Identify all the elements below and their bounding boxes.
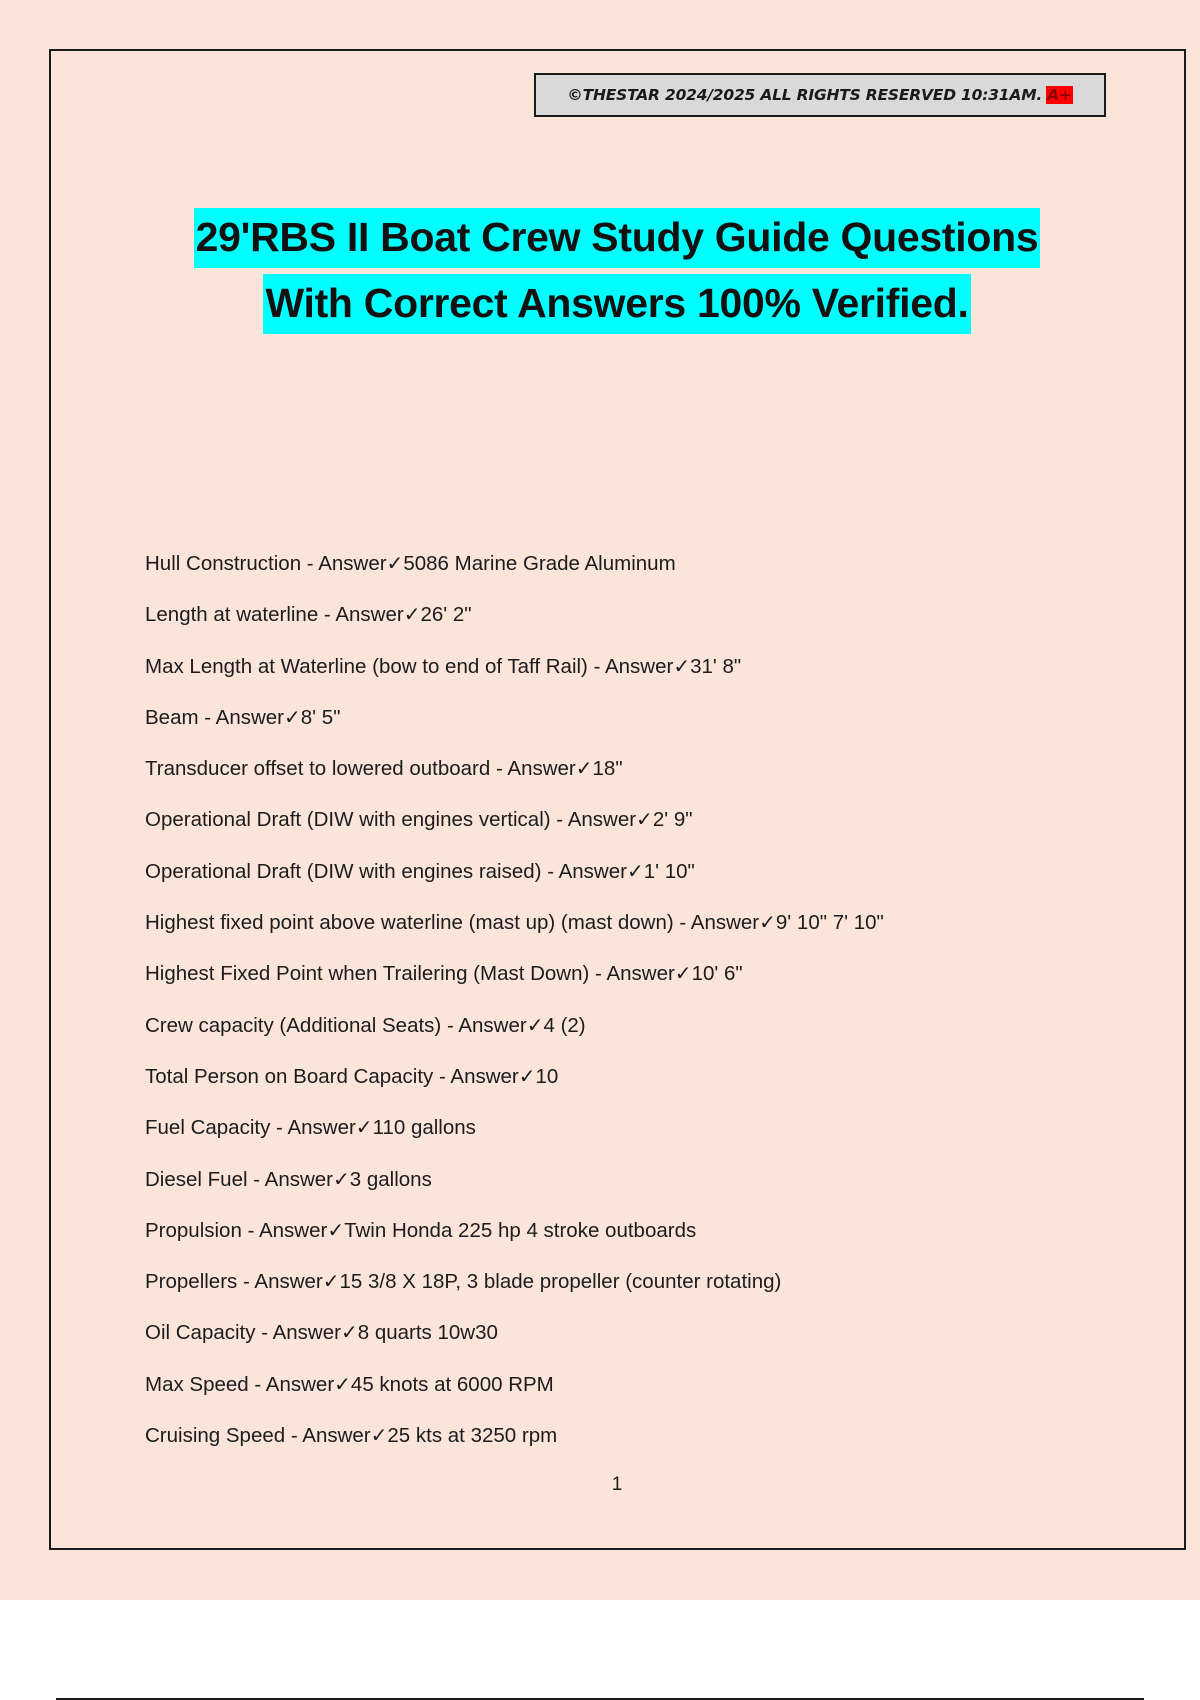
answer-text: 110 gallons <box>372 1116 476 1140</box>
checkmark-icon: ✓ <box>284 704 301 729</box>
question-text: Oil Capacity <box>145 1321 256 1345</box>
answer-separator: - <box>433 1064 451 1088</box>
checkmark-icon: ✓ <box>355 1115 373 1140</box>
page-number: 1 <box>611 1474 623 1495</box>
qa-item <box>145 956 884 1007</box>
qa-item <box>145 1367 884 1418</box>
qa-item <box>145 751 884 802</box>
answer-text: 10 <box>535 1064 559 1088</box>
answer-text: 26' 2" <box>420 603 472 627</box>
qa-item <box>145 1110 884 1161</box>
answer-text: 4 (2) <box>543 1013 586 1037</box>
answer-separator: - <box>270 1116 288 1140</box>
answer-text: 1' 10" <box>643 859 695 883</box>
qa-item <box>145 546 884 597</box>
answer-marker: Answer <box>606 962 675 986</box>
qa-item <box>145 1315 884 1366</box>
answer-text: Twin Honda 225 hp 4 stroke outboards <box>344 1218 697 1242</box>
answer-separator: - <box>248 1372 266 1396</box>
answer-separator: - <box>318 603 336 627</box>
answer-separator: - <box>301 552 319 575</box>
question-answer-list <box>145 546 884 1469</box>
answer-marker: Answer <box>272 1321 341 1345</box>
answer-text: 9' 10" 7' 10" <box>775 911 884 935</box>
question-text: Diesel Fuel <box>145 1167 248 1191</box>
checkmark-icon: ✓ <box>626 858 644 883</box>
answer-separator: - <box>541 859 559 883</box>
answer-separator: - <box>490 757 508 781</box>
answer-marker: Answer <box>335 603 404 627</box>
answer-text: 18" <box>592 757 623 781</box>
checkmark-icon: ✓ <box>526 1012 544 1037</box>
question-text: Propellers <box>145 1270 238 1294</box>
checkmark-icon: ✓ <box>575 756 593 781</box>
checkmark-icon: ✓ <box>636 807 653 832</box>
answer-marker: Answer <box>450 1064 519 1088</box>
answer-text: 10' 6" <box>691 962 743 986</box>
answer-separator: - <box>247 1167 265 1191</box>
qa-item <box>145 802 884 853</box>
question-text: Crew capacity (Additional Seats) <box>145 1013 442 1037</box>
checkmark-icon: ✓ <box>333 1166 350 1191</box>
answer-marker: Answer <box>215 705 285 729</box>
question-text: Total Person on Board Capacity <box>145 1064 434 1088</box>
question-text: Highest fixed point above waterline (mast up) (mast down) <box>145 911 674 935</box>
answer-text: 8 quarts 10w30 <box>357 1321 498 1345</box>
answer-separator: - <box>587 654 605 678</box>
answer-separator: - <box>285 1424 303 1448</box>
question-text: Operational Draft (DIW with engines vertical) <box>145 808 551 832</box>
answer-marker: Answer <box>302 1424 371 1448</box>
answer-separator: - <box>237 1270 255 1294</box>
answer-text: 3 gallons <box>349 1167 432 1191</box>
copyright-banner <box>534 73 1106 117</box>
checkmark-icon: ✓ <box>370 1423 388 1448</box>
checkmark-icon: ✓ <box>386 551 404 575</box>
qa-item <box>145 905 884 956</box>
answer-marker: Answer <box>287 1116 356 1140</box>
answer-marker: Answer <box>254 1270 323 1294</box>
qa-item <box>145 649 884 700</box>
title-line-1: 29'RBS II Boat Crew Study Guide Questions <box>194 208 1041 268</box>
answer-marker: Answer <box>690 911 760 935</box>
checkmark-icon: ✓ <box>334 1371 351 1396</box>
answer-separator: - <box>673 911 691 935</box>
checkmark-icon: ✓ <box>403 602 421 627</box>
answer-separator: - <box>441 1013 459 1037</box>
qa-item <box>145 1059 884 1110</box>
checkmark-icon: ✓ <box>322 1269 340 1294</box>
answer-text: 8' 5" <box>300 705 341 729</box>
checkmark-icon: ✓ <box>759 910 776 935</box>
answer-marker: Answer <box>507 757 576 781</box>
question-text: Max Speed <box>145 1372 249 1396</box>
answer-separator: - <box>241 1218 259 1242</box>
qa-item <box>145 700 884 751</box>
qa-item <box>145 854 884 905</box>
qa-item <box>145 1418 884 1469</box>
question-text: Length at waterline <box>145 603 319 627</box>
answer-marker: Answer <box>264 1167 333 1191</box>
qa-item <box>145 1213 884 1264</box>
answer-text: 25 kts at 3250 rpm <box>387 1424 558 1448</box>
question-text: Propulsion <box>145 1218 242 1242</box>
answer-separator: - <box>198 705 216 729</box>
qa-item <box>145 597 884 648</box>
question-text: Beam <box>145 705 199 729</box>
answer-text: 45 knots at 6000 RPM <box>350 1372 554 1396</box>
answer-marker: Answer <box>567 808 637 832</box>
question-text: Transducer offset to lowered outboard <box>145 757 491 781</box>
answer-marker: Answer <box>318 552 387 575</box>
answer-marker: Answer <box>265 1372 335 1396</box>
answer-separator: - <box>589 962 607 986</box>
answer-text: 15 3/8 X 18P, 3 blade propeller (counter rotating) <box>339 1270 782 1294</box>
answer-marker: Answer <box>604 654 674 678</box>
question-text: Fuel Capacity <box>145 1116 271 1140</box>
question-text: Max Length at Waterline (bow to end of Taff Rail) <box>145 654 588 678</box>
answer-marker: Answer <box>258 1218 328 1242</box>
answer-marker: Answer <box>458 1013 527 1037</box>
answer-text: 31' 8" <box>690 654 742 678</box>
qa-item <box>145 1008 884 1059</box>
answer-separator: - <box>255 1321 273 1345</box>
grade-badge: A+ <box>1047 86 1072 104</box>
checkmark-icon: ✓ <box>327 1217 345 1242</box>
checkmark-icon: ✓ <box>340 1320 358 1345</box>
answer-separator: - <box>550 808 568 832</box>
answer-marker: Answer <box>558 859 627 883</box>
answer-text: 5086 Marine Grade Aluminum <box>403 552 676 575</box>
question-text: Cruising Speed <box>145 1424 286 1448</box>
checkmark-icon: ✓ <box>674 961 692 986</box>
checkmark-icon: ✓ <box>518 1063 536 1088</box>
answer-text: 2' 9" <box>652 808 693 832</box>
checkmark-icon: ✓ <box>673 653 691 678</box>
title-line-2: With Correct Answers 100% Verified. <box>263 274 970 334</box>
document-title <box>0 208 1200 334</box>
copyright-text <box>567 86 1072 104</box>
qa-item <box>145 1264 884 1315</box>
question-text: Hull Construction <box>145 552 302 575</box>
qa-item <box>145 1162 884 1213</box>
question-text: Operational Draft (DIW with engines raised) <box>145 859 542 883</box>
question-text: Highest Fixed Point when Trailering (Mast Down) <box>145 962 590 986</box>
copyright-label: ©THESTAR 2024/2025 ALL RIGHTS RESERVED 10:31AM. <box>567 86 1043 104</box>
